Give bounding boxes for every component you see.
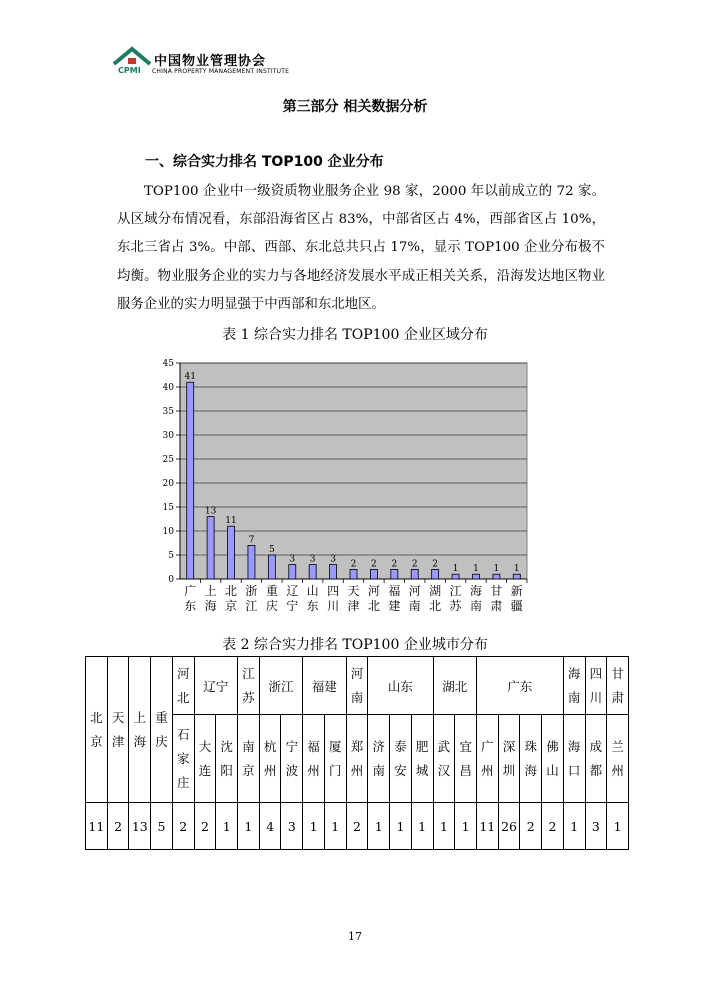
city-cell bbox=[346, 715, 368, 803]
x-tick-label: 湖 bbox=[429, 584, 442, 598]
city-cell bbox=[607, 715, 629, 803]
count-cell: 1 bbox=[411, 803, 433, 850]
bar bbox=[493, 574, 500, 579]
cell-text: 四川 bbox=[589, 665, 603, 705]
count-cell: 1 bbox=[216, 803, 238, 850]
x-tick-label: 河 bbox=[367, 584, 380, 598]
cell-text: 北京 bbox=[90, 709, 103, 749]
cell-text: 厦门 bbox=[329, 738, 342, 778]
cell-text: 江苏 bbox=[242, 665, 255, 705]
logo-abbreviation: CPMI bbox=[118, 66, 141, 75]
cell-text: 南京 bbox=[242, 738, 255, 778]
data-label: 1 bbox=[513, 564, 520, 575]
part-title: 第三部分 相关数据分析 bbox=[282, 99, 428, 115]
count-cell: 2 bbox=[107, 803, 129, 850]
data-label: 2 bbox=[411, 559, 418, 570]
city-cell bbox=[324, 715, 346, 803]
cell-text: 杭州 bbox=[263, 738, 277, 778]
y-tick-label: 45 bbox=[162, 359, 174, 369]
x-tick-label: 甘 bbox=[490, 584, 503, 598]
table2-caption: 表 2 综合实力排名 TOP100 企业城市分布 bbox=[222, 637, 488, 653]
body-paragraph bbox=[117, 178, 605, 319]
city-cell bbox=[86, 657, 108, 803]
cell-text: 福建 bbox=[311, 678, 337, 694]
cell-text: 宁波 bbox=[285, 738, 299, 778]
x-tick-label: 江 bbox=[449, 584, 462, 598]
count-cell: 1 bbox=[607, 803, 629, 850]
count-cell: 5 bbox=[151, 803, 173, 850]
bar bbox=[452, 574, 459, 579]
data-label: 3 bbox=[330, 554, 336, 565]
x-tick-label: 四 bbox=[327, 584, 340, 598]
data-label: 11 bbox=[225, 516, 237, 527]
city-cell bbox=[585, 715, 607, 803]
cell-text: 武汉 bbox=[437, 738, 451, 778]
count-cell: 2 bbox=[194, 803, 216, 850]
cell-text: 海口 bbox=[567, 738, 581, 778]
count-cell: 3 bbox=[585, 803, 607, 850]
province-cell bbox=[238, 657, 260, 715]
table-row bbox=[86, 803, 629, 850]
count-cell: 26 bbox=[498, 803, 520, 850]
count-cell: 2 bbox=[346, 803, 368, 850]
region-bar-chart bbox=[150, 355, 540, 617]
x-tick-label: 庆 bbox=[265, 599, 278, 613]
bar bbox=[411, 569, 418, 579]
city-cell bbox=[390, 715, 412, 803]
data-label: 41 bbox=[184, 372, 196, 383]
city-cell bbox=[455, 715, 477, 803]
cell-text: 佛山 bbox=[546, 738, 559, 778]
cell-text: 湖北 bbox=[442, 678, 468, 694]
city-cell bbox=[433, 715, 455, 803]
count-cell: 3 bbox=[281, 803, 303, 850]
bar bbox=[268, 555, 275, 579]
cell-text: 河北 bbox=[176, 665, 190, 705]
y-tick-label: 35 bbox=[162, 407, 174, 417]
count-cell: 1 bbox=[563, 803, 585, 850]
x-tick-label: 疆 bbox=[510, 599, 523, 613]
bar bbox=[513, 574, 520, 579]
cell-text: 沈阳 bbox=[220, 738, 233, 778]
x-tick-label: 辽 bbox=[286, 584, 299, 598]
cell-text: 肥城 bbox=[415, 738, 429, 778]
x-tick-label: 北 bbox=[225, 584, 238, 598]
count-cell: 2 bbox=[172, 803, 194, 850]
cell-text: 兰州 bbox=[611, 738, 624, 778]
city-cell bbox=[542, 715, 564, 803]
count-cell: 1 bbox=[433, 803, 455, 850]
x-tick-label: 新 bbox=[510, 584, 523, 598]
x-tick-label: 江 bbox=[245, 599, 258, 613]
x-tick-label: 南 bbox=[469, 599, 482, 613]
city-cell bbox=[281, 715, 303, 803]
cell-text: 福州 bbox=[307, 738, 320, 778]
x-tick-label: 上 bbox=[204, 584, 217, 598]
y-tick-label: 5 bbox=[168, 551, 174, 561]
city-cell bbox=[151, 657, 173, 803]
count-cell: 13 bbox=[129, 803, 151, 850]
city-cell bbox=[368, 715, 390, 803]
y-tick-label: 0 bbox=[168, 575, 174, 585]
y-tick-label: 20 bbox=[162, 479, 174, 489]
x-tick-label: 北 bbox=[367, 599, 380, 613]
data-label: 7 bbox=[248, 535, 255, 546]
count-cell: 4 bbox=[259, 803, 281, 850]
city-cell bbox=[216, 715, 238, 803]
x-tick-label: 肃 bbox=[490, 599, 503, 613]
x-tick-label: 川 bbox=[327, 599, 340, 613]
logo-chinese-name: 中国物业管理协会 bbox=[154, 54, 267, 69]
x-tick-label: 津 bbox=[347, 599, 360, 613]
data-label: 1 bbox=[473, 564, 479, 575]
x-tick-label: 南 bbox=[408, 599, 421, 613]
bar bbox=[207, 517, 214, 579]
cell-text: 天津 bbox=[111, 709, 125, 749]
bar bbox=[289, 565, 296, 579]
logo-english-name: CHINA PROPERTY MANAGEMENT INSTITUTE bbox=[152, 68, 290, 75]
cell-text: 辽宁 bbox=[203, 678, 229, 694]
data-label: 1 bbox=[493, 564, 500, 575]
bar bbox=[309, 565, 316, 579]
x-tick-label: 重 bbox=[265, 584, 278, 598]
x-tick-label: 浙 bbox=[245, 584, 258, 598]
city-cell bbox=[498, 715, 520, 803]
x-tick-label: 宁 bbox=[286, 599, 299, 613]
x-tick-label: 建 bbox=[388, 599, 401, 613]
section-heading: 一、综合实力排名 TOP100 企业分布 bbox=[145, 154, 384, 170]
cell-text: 宜昌 bbox=[459, 738, 472, 778]
cell-text: 泰安 bbox=[394, 738, 407, 778]
count-cell: 11 bbox=[86, 803, 108, 850]
cell-text: 石家庄 bbox=[176, 726, 190, 790]
bar bbox=[391, 569, 398, 579]
table1-caption: 表 1 综合实力排名 TOP100 企业区域分布 bbox=[222, 327, 488, 343]
x-tick-label: 福 bbox=[388, 584, 401, 598]
cell-text: 济南 bbox=[372, 738, 385, 778]
bar bbox=[330, 565, 337, 579]
x-tick-label: 天 bbox=[347, 584, 360, 598]
x-tick-label: 广 bbox=[184, 584, 197, 598]
city-cell bbox=[107, 657, 129, 803]
city-cell bbox=[520, 715, 542, 803]
city-cell bbox=[303, 715, 325, 803]
x-tick-label: 苏 bbox=[449, 599, 462, 613]
count-cell: 1 bbox=[238, 803, 260, 850]
city-cell bbox=[238, 715, 260, 803]
province-cell bbox=[585, 657, 607, 715]
province-cell bbox=[607, 657, 629, 715]
y-tick-label: 15 bbox=[162, 503, 174, 513]
city-cell bbox=[129, 657, 151, 803]
bar bbox=[350, 569, 357, 579]
association-logo bbox=[112, 46, 312, 80]
bar bbox=[432, 569, 439, 579]
y-tick-label: 30 bbox=[162, 431, 174, 441]
city-cell bbox=[259, 715, 281, 803]
cell-text: 郑州 bbox=[350, 738, 364, 778]
bar bbox=[248, 545, 255, 579]
province-cell bbox=[368, 657, 433, 715]
bar bbox=[187, 382, 194, 579]
province-cell bbox=[303, 657, 346, 715]
bar bbox=[228, 526, 235, 579]
cell-text: 上海 bbox=[133, 709, 147, 749]
city-cell bbox=[194, 715, 216, 803]
data-label: 5 bbox=[268, 545, 275, 555]
cell-text: 海南 bbox=[567, 665, 581, 705]
city-cell bbox=[563, 715, 585, 803]
x-tick-label: 海 bbox=[204, 599, 217, 613]
data-label: 2 bbox=[371, 559, 377, 570]
x-tick-label: 东 bbox=[184, 599, 197, 613]
province-cell bbox=[172, 657, 194, 715]
city-cell bbox=[476, 715, 498, 803]
x-tick-label: 山 bbox=[306, 584, 319, 598]
count-cell: 1 bbox=[390, 803, 412, 850]
cell-text: 重庆 bbox=[155, 709, 168, 749]
cell-text: 山东 bbox=[387, 678, 413, 694]
city-cell bbox=[172, 715, 194, 803]
city-distribution-table bbox=[85, 656, 629, 850]
x-tick-label: 东 bbox=[306, 599, 319, 613]
x-tick-label: 北 bbox=[429, 599, 442, 613]
cell-text: 甘肃 bbox=[611, 665, 624, 705]
y-tick-label: 40 bbox=[162, 383, 174, 393]
province-cell bbox=[476, 657, 563, 715]
data-label: 3 bbox=[289, 554, 296, 565]
count-cell: 2 bbox=[542, 803, 564, 850]
count-cell: 1 bbox=[368, 803, 390, 850]
x-tick-label: 海 bbox=[469, 584, 482, 598]
cell-text: 浙江 bbox=[268, 678, 294, 694]
cell-text: 广东 bbox=[507, 678, 533, 694]
cell-text: 成都 bbox=[589, 738, 603, 778]
count-cell: 1 bbox=[324, 803, 346, 850]
count-cell: 2 bbox=[520, 803, 542, 850]
table-row bbox=[86, 657, 629, 715]
cell-text: 珠海 bbox=[524, 738, 537, 778]
bar bbox=[472, 574, 479, 579]
province-cell bbox=[259, 657, 302, 715]
data-label: 1 bbox=[452, 564, 459, 575]
y-tick-label: 10 bbox=[162, 527, 174, 537]
x-tick-label: 京 bbox=[225, 599, 238, 613]
cell-text: 深圳 bbox=[502, 738, 516, 778]
province-cell bbox=[346, 657, 368, 715]
province-cell bbox=[194, 657, 237, 715]
data-label: 13 bbox=[204, 506, 217, 517]
cell-text: 河南 bbox=[350, 665, 364, 705]
data-label: 2 bbox=[432, 559, 439, 570]
city-cell bbox=[411, 715, 433, 803]
page-number: 17 bbox=[348, 930, 362, 943]
bar bbox=[370, 569, 377, 579]
data-label: 2 bbox=[391, 559, 398, 570]
count-cell: 1 bbox=[455, 803, 477, 850]
cell-text: 大连 bbox=[198, 738, 212, 778]
province-cell bbox=[433, 657, 476, 715]
y-tick-label: 25 bbox=[162, 455, 174, 465]
province-cell bbox=[563, 657, 585, 715]
data-label: 2 bbox=[350, 559, 357, 570]
cell-text: 广州 bbox=[481, 738, 494, 778]
data-label: 3 bbox=[309, 554, 316, 565]
count-cell: 11 bbox=[476, 803, 498, 850]
x-tick-label: 河 bbox=[408, 584, 421, 598]
paragraph-text: TOP100 企业中一级资质物业服务企业 98 家，2000 年以前成立的 72 家。从区域分布情况看，东部沿海省区占 83%，中部省区占 4%，西部省区占 10%，东北三省占 3%。中部、西部、东北总共只占 17%，显示 TOP100 企业分布极不均衡。物业服务企业的实力与各地经济发展水平成正相关关系，沿海发达地区物业服务企业的实力明显强于中西部和东北地区。 bbox=[117, 184, 605, 312]
count-cell: 1 bbox=[303, 803, 325, 850]
